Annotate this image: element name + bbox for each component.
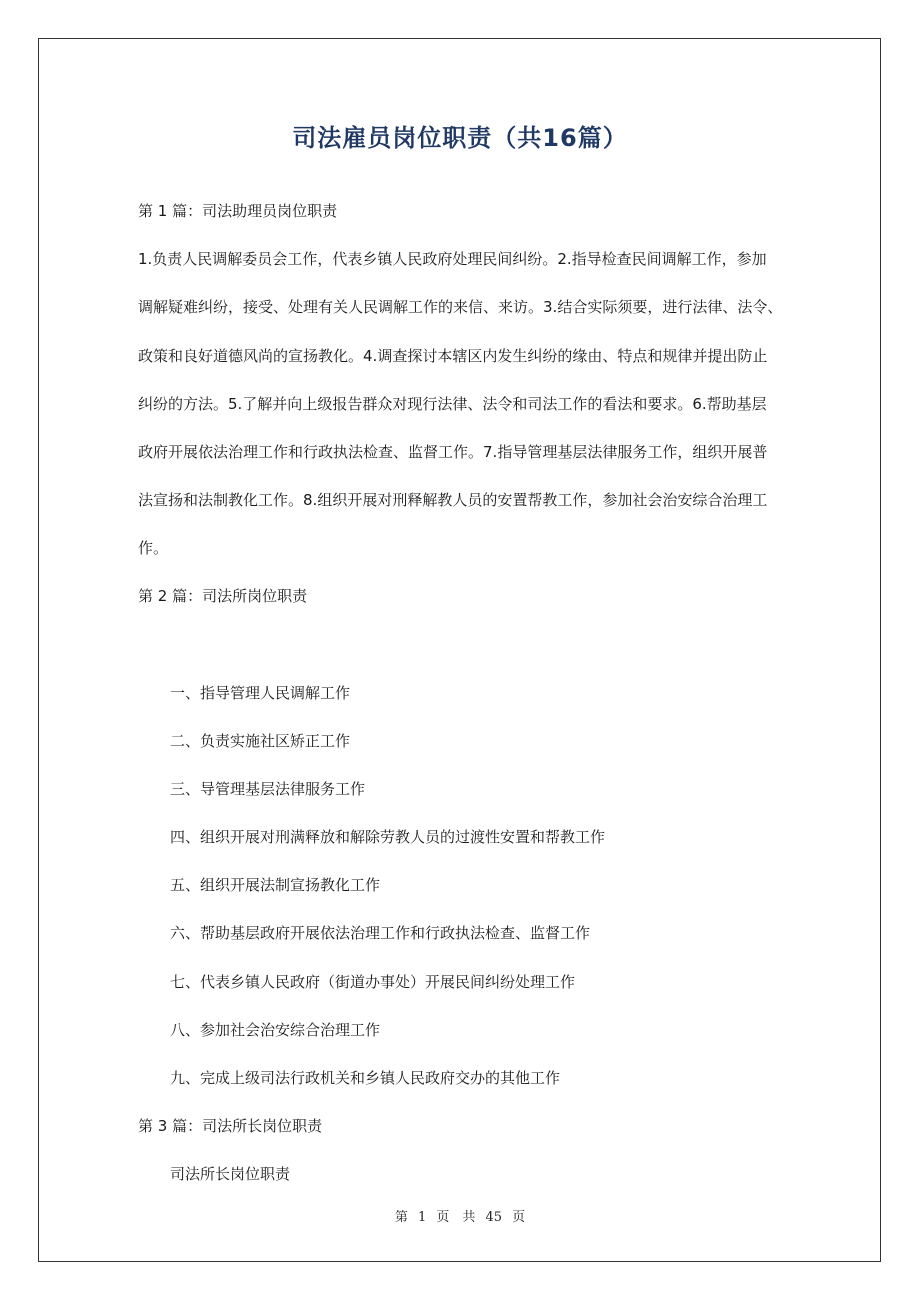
page-number-footer: 第 1 页 共 45 页 [394,1210,526,1225]
list-item: 司法所长岗位职责 [170,1165,291,1183]
section-1-line: 作。 [138,539,169,557]
section-1-line: 纠纷的方法。5.了解并向上级报告群众对现行法律、法令和司法工作的看法和要求。6.帮助基层 [138,395,767,413]
list-item: 一、指导管理人民调解工作 [170,684,351,702]
section-1-line: 政府开展依法治理工作和行政执法检查、监督工作。7.指导管理基层法律服务工作，组织开展普 [138,443,768,461]
list-item: 五、组织开展法制宣扬教化工作 [170,876,381,894]
list-item: 二、负责实施社区矫正工作 [170,732,351,750]
section-heading-2: 第 2 篇：司法所岗位职责 [138,587,308,605]
list-item: 六、帮助基层政府开展依法治理工作和行政执法检查、监督工作 [170,924,591,942]
section-1-line: 法宣扬和法制教化工作。8.组织开展对刑释解教人员的安置帮教工作，参加社会治安综合治理工 [138,491,768,509]
section-heading-1: 第 1 篇：司法助理员岗位职责 [138,202,338,220]
section-heading-3: 第 3 篇：司法所长岗位职责 [138,1117,323,1135]
list-item: 三、导管理基层法律服务工作 [170,780,366,798]
list-item: 七、代表乡镇人民政府（街道办事处）开展民间纠纷处理工作 [170,973,576,991]
list-item: 四、组织开展对刑满释放和解除劳教人员的过渡性安置和帮教工作 [170,828,606,846]
section-1-line: 1.负责人民调解委员会工作，代表乡镇人民政府处理民间纠纷。2.指导检查民间调解工作，参加 [138,250,767,268]
list-item: 八、参加社会治安综合治理工作 [170,1021,381,1039]
section-1-line: 政策和良好道德风尚的宣扬教化。4.调查探讨本辖区内发生纠纷的缘由、特点和规律并提出防止 [138,347,768,365]
list-item: 九、完成上级司法行政机关和乡镇人民政府交办的其他工作 [170,1069,561,1087]
document-title: 司法雇员岗位职责（共16篇） [292,124,628,152]
section-1-line: 调解疑难纠纷，接受、处理有关人民调解工作的来信、来访。3.结合实际须要，进行法律、法令、 [138,298,783,316]
